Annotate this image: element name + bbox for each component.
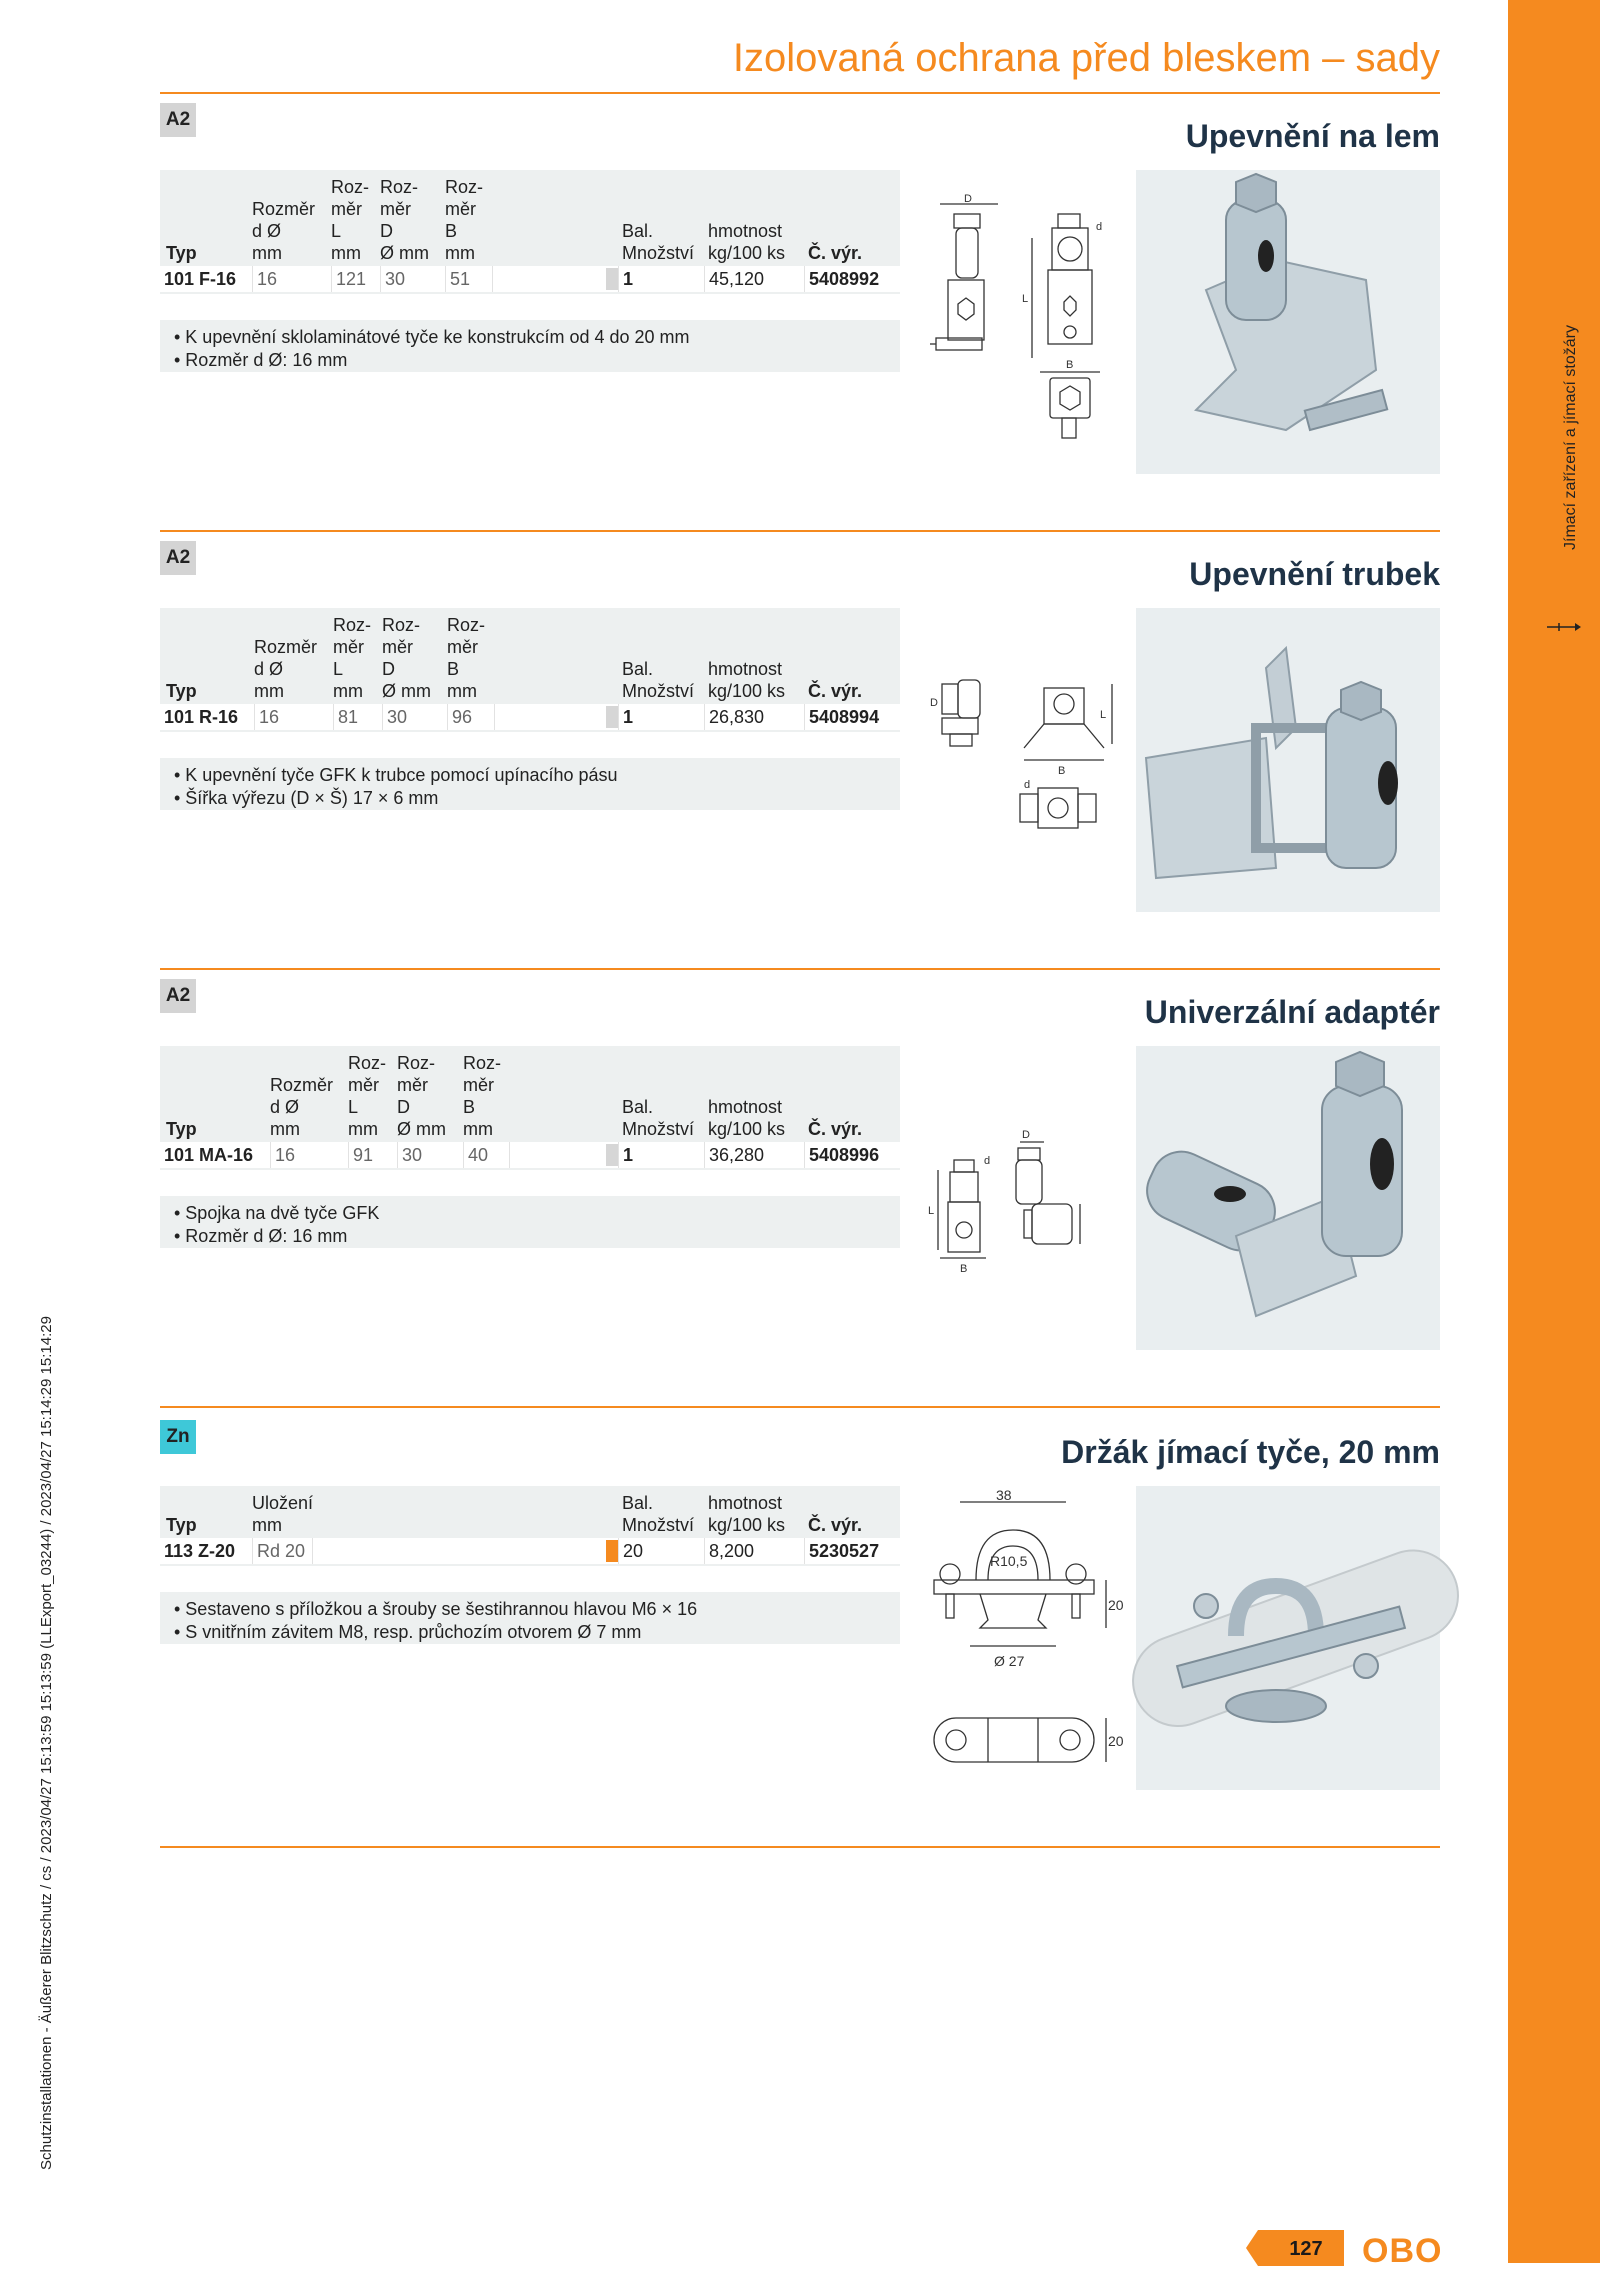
page-number: 127	[1289, 2238, 1323, 2260]
technical-drawing	[920, 660, 1120, 860]
sidebar-label: Jímací zařízení a jímací stožáry	[1562, 325, 1579, 550]
header-hmotnost: hmotnost kg/100 ks	[708, 659, 786, 701]
footer-meta: Schutzinstallationen - Äußerer Blitzschutz / cs / 2023/04/27 15:13:59 15:13:59 (LLExport_03244) / 2023/04/27 15:14:29 15:14:29	[38, 1316, 55, 2170]
note-line: • S vnitřním závitem M8, resp. průchozím otvorem Ø 7 mm	[174, 1622, 642, 1642]
header-hmotnost: hmotnost kg/100 ks	[708, 1493, 786, 1535]
product-table	[160, 608, 900, 732]
header-bal: Bal. Množství	[622, 221, 695, 263]
table-row	[160, 1142, 900, 1168]
page-title: Izolovaná ochrana před bleskem – sady	[732, 36, 1440, 80]
dim-label-phi: d	[1024, 779, 1031, 791]
header-rozmer-b: Roz- měr B mm	[445, 177, 484, 263]
cell-empty	[494, 704, 610, 730]
product-photo	[1136, 170, 1440, 474]
status-marker	[606, 706, 618, 728]
note-line: • K upevnění sklolaminátové tyče ke konstrukcím od 4 do 20 mm	[174, 327, 690, 347]
cell-hmotnost: 45,120	[704, 266, 804, 292]
product-photo	[1136, 1046, 1440, 1350]
note-line: • Šířka výřezu (D × Š) 17 × 6 mm	[174, 788, 439, 808]
cell-typ: 113 Z-20	[160, 1538, 252, 1564]
dim-label-height-2: 20	[1108, 1733, 1124, 1749]
section-divider	[160, 530, 1440, 532]
status-marker	[606, 1144, 618, 1166]
cell-bal: 20	[618, 1538, 704, 1564]
header-rozmer-l: Roz- měr L mm	[333, 615, 372, 701]
cell-ulozeni: Rd 20	[252, 1538, 312, 1564]
cell-d: 16	[270, 1142, 348, 1168]
cell-typ: 101 F-16	[160, 266, 252, 292]
dim-label-b: B	[960, 1263, 968, 1275]
header-cvyr: Č. výr.	[808, 243, 863, 263]
dim-label-l: L	[1100, 709, 1107, 721]
material-badge: A2	[160, 979, 196, 1013]
cell-dd: 30	[380, 266, 445, 292]
cell-l: 121	[331, 266, 380, 292]
header-typ: Typ	[166, 681, 197, 701]
dim-label-b: B	[1058, 765, 1066, 777]
technical-drawing	[920, 1120, 1120, 1280]
dim-label-b: B	[1066, 359, 1074, 371]
cell-typ: 101 MA-16	[160, 1142, 270, 1168]
dim-label-height: 20	[1108, 1597, 1124, 1613]
material-badge: A2	[160, 103, 196, 137]
dim-label-d: D	[964, 193, 972, 205]
title-divider	[160, 92, 1440, 94]
section-divider	[160, 1406, 1440, 1408]
header-rozmer-d: Rozměr d Ø mm	[254, 637, 318, 701]
cell-b: 51	[445, 266, 492, 292]
section-title: Upevnění na lem	[1185, 118, 1440, 154]
cell-b: 96	[447, 704, 494, 730]
header-bal: Bal. Množství	[622, 659, 695, 701]
cell-hmotnost: 26,830	[704, 704, 804, 730]
header-cvyr: Č. výr.	[808, 1119, 863, 1139]
dim-label-phi: d	[1096, 221, 1103, 233]
product-notes	[160, 1196, 900, 1248]
material-badge: Zn	[160, 1420, 196, 1454]
table-row	[160, 1538, 900, 1564]
cell-hmotnost: 8,200	[704, 1538, 804, 1564]
header-hmotnost: hmotnost kg/100 ks	[708, 221, 786, 263]
cell-cvyr: 5408992	[804, 266, 900, 292]
product-table	[160, 1046, 900, 1170]
header-bal: Bal. Množství	[622, 1493, 695, 1535]
dim-label-d: D	[930, 697, 938, 709]
cell-bal: 1	[618, 1142, 704, 1168]
header-cvyr: Č. výr.	[808, 1515, 863, 1535]
section-divider	[160, 1846, 1440, 1848]
product-photo	[1136, 608, 1440, 912]
dim-label-d: D	[1022, 1129, 1030, 1141]
cell-typ: 101 R-16	[160, 704, 254, 730]
cell-b: 40	[463, 1142, 509, 1168]
cell-empty	[509, 1142, 610, 1168]
section-title: Držák jímací tyče, 20 mm	[1061, 1434, 1440, 1470]
section-divider	[160, 968, 1440, 970]
cell-cvyr: 5230527	[804, 1538, 900, 1564]
header-rozmer-dd: Roz- měr D Ø mm	[380, 177, 429, 263]
dim-label-width: 38	[996, 1487, 1012, 1503]
dim-label-phi: d	[984, 1155, 991, 1167]
header-ulozeni: Uložení mm	[252, 1493, 314, 1535]
section-title: Univerzální adaptér	[1144, 994, 1440, 1030]
note-line: • Spojka na dvě tyče GFK	[174, 1203, 380, 1223]
header-rozmer-l: Roz- měr L mm	[348, 1053, 387, 1139]
dim-label-diameter: Ø 27	[994, 1653, 1025, 1669]
product-notes	[160, 1592, 900, 1644]
cell-hmotnost: 36,280	[704, 1142, 804, 1168]
header-rozmer-l: Roz- měr L mm	[331, 177, 370, 263]
cell-d: 16	[252, 266, 331, 292]
note-line: • Sestaveno s příložkou a šrouby se šestihrannou hlavou M6 × 16	[174, 1599, 698, 1619]
cell-dd: 30	[382, 704, 447, 730]
note-line: • Rozměr d Ø: 16 mm	[174, 350, 348, 370]
cell-bal: 1	[618, 704, 704, 730]
material-badge: A2	[160, 541, 196, 575]
cell-l: 91	[348, 1142, 397, 1168]
cell-l: 81	[333, 704, 382, 730]
header-rozmer-d: Rozměr d Ø mm	[252, 199, 316, 263]
table-row	[160, 704, 900, 730]
dim-label-l: L	[1022, 293, 1029, 305]
header-rozmer-b: Roz- měr B mm	[447, 615, 486, 701]
header-typ: Typ	[166, 243, 197, 263]
cell-cvyr: 5408994	[804, 704, 900, 730]
sidebar-band	[1508, 0, 1600, 2263]
header-hmotnost: hmotnost kg/100 ks	[708, 1097, 786, 1139]
technical-drawing	[920, 190, 1120, 460]
brand-logo: OBO	[1362, 2232, 1443, 2270]
table-row	[160, 266, 900, 292]
cell-bal: 1	[618, 266, 704, 292]
technical-drawing	[920, 1487, 1124, 1790]
cell-empty	[312, 1538, 610, 1564]
cell-d: 16	[254, 704, 333, 730]
header-rozmer-dd: Roz- měr D Ø mm	[397, 1053, 446, 1139]
header-rozmer-d: Rozměr d Ø mm	[270, 1075, 334, 1139]
dim-label-l: L	[928, 1205, 935, 1217]
product-notes	[160, 758, 900, 810]
status-marker	[606, 268, 618, 290]
note-line: • Rozměr d Ø: 16 mm	[174, 1226, 348, 1246]
page-number-tab	[1246, 2230, 1344, 2266]
cell-empty	[492, 266, 610, 292]
dim-label-radius: R10,5	[990, 1553, 1028, 1569]
product-photo	[1136, 1486, 1440, 1790]
product-table	[160, 170, 900, 294]
section-title: Upevnění trubek	[1189, 556, 1440, 592]
status-marker	[606, 1540, 618, 1562]
note-line: • K upevnění tyče GFK k trubce pomocí upínacího pásu	[174, 765, 618, 785]
cell-dd: 30	[397, 1142, 463, 1168]
product-notes	[160, 320, 900, 372]
header-typ: Typ	[166, 1515, 197, 1535]
header-typ: Typ	[166, 1119, 197, 1139]
header-rozmer-dd: Roz- měr D Ø mm	[382, 615, 431, 701]
product-table	[160, 1486, 900, 1566]
header-cvyr: Č. výr.	[808, 681, 863, 701]
header-bal: Bal. Množství	[622, 1097, 695, 1139]
header-rozmer-b: Roz- měr B mm	[463, 1053, 502, 1139]
lightning-rod-icon	[1545, 620, 1585, 634]
cell-cvyr: 5408996	[804, 1142, 900, 1168]
